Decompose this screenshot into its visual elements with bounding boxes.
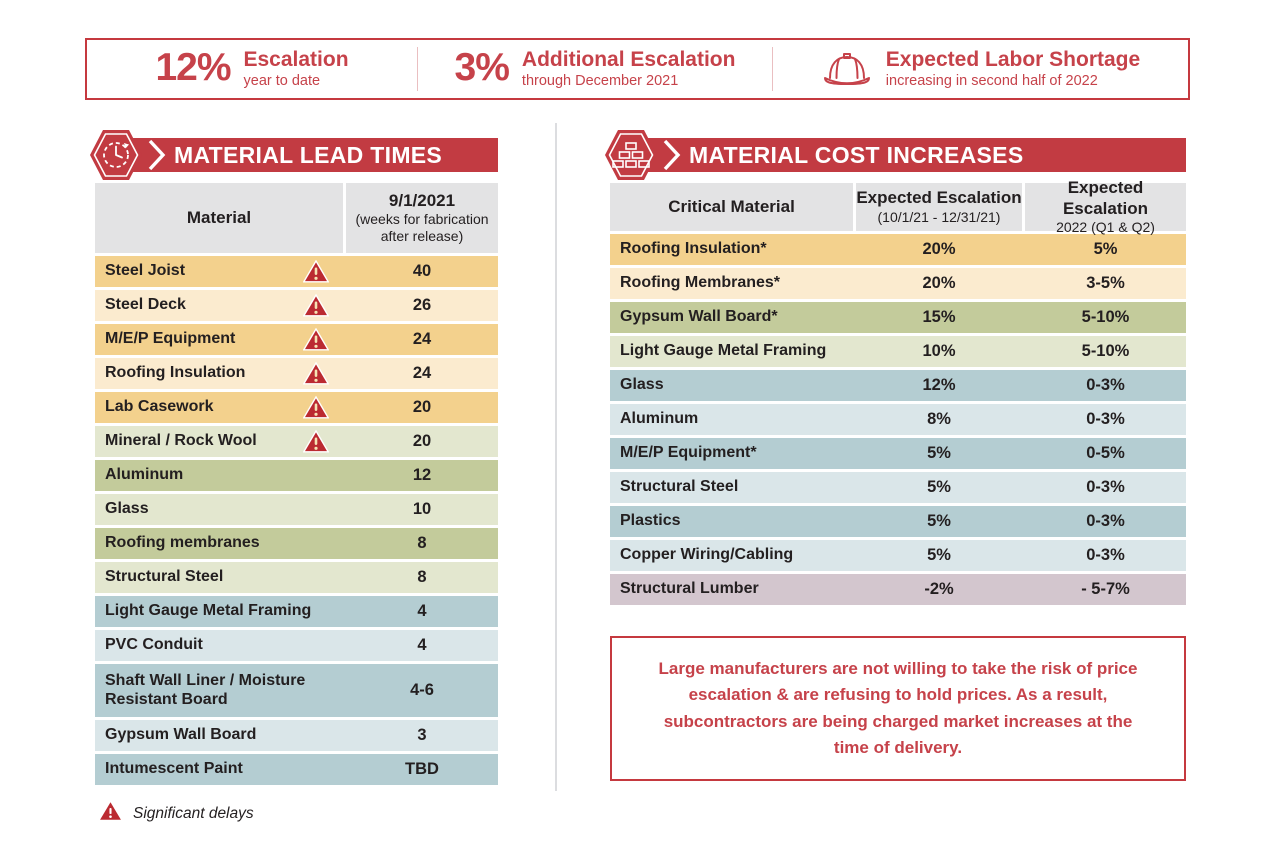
- escalation-2022-cell: [1025, 404, 1186, 435]
- escalation-2021-cell-label: 15%: [922, 308, 956, 326]
- weeks-cell-label: 3: [417, 726, 427, 744]
- material-cell: [95, 324, 343, 355]
- table-row: [610, 540, 1186, 571]
- warning-icon: [303, 430, 329, 453]
- table-row: [610, 268, 1186, 299]
- material-cell-label: Roofing membranes: [105, 534, 260, 552]
- material-cell: [610, 472, 853, 503]
- material-cell: [610, 540, 853, 571]
- material-cell: [95, 392, 343, 423]
- weeks-cell-label: 4: [417, 602, 427, 620]
- escalation-2021-cell: [856, 438, 1022, 469]
- escalation-2022-cell: [1025, 336, 1186, 367]
- escalation-2022-cell: [1025, 472, 1186, 503]
- weeks-cell: [346, 494, 498, 525]
- material-cell: [610, 438, 853, 469]
- weeks-cell: [346, 754, 498, 785]
- material-cell: [95, 754, 343, 785]
- stat-text: [244, 48, 349, 90]
- material-cell: [95, 596, 343, 627]
- warning-icon: [303, 294, 329, 317]
- stat-sublabel: through December 2021: [521, 73, 679, 89]
- escalation-2021-cell: [856, 472, 1022, 503]
- stat-value: 3%: [454, 45, 509, 89]
- escalation-2022-cell-label: 0-3%: [1086, 478, 1125, 496]
- material-cell-label: Roofing Insulation: [105, 364, 246, 382]
- table-row: [95, 720, 498, 751]
- column-header-sublabel: (10/1/21 - 12/31/21): [877, 208, 1001, 225]
- table-row: [95, 256, 498, 287]
- weeks-cell-label: 24: [412, 364, 432, 382]
- material-cell-label: PVC Conduit: [105, 636, 203, 654]
- weeks-cell: [346, 664, 498, 717]
- warning-icon: [303, 362, 329, 385]
- weeks-cell: [346, 562, 498, 593]
- hard-hat-icon: [821, 49, 873, 89]
- escalation-2022-cell-label: 0-3%: [1086, 512, 1125, 530]
- material-cell: [610, 302, 853, 333]
- weeks-cell-label: 8: [417, 568, 427, 586]
- table-row: [95, 290, 498, 321]
- table-row: [95, 754, 498, 785]
- weeks-cell: [346, 358, 498, 389]
- material-cell-label: Lab Casework: [105, 398, 214, 416]
- escalation-2021-cell: [856, 370, 1022, 401]
- escalation-2021-cell-label: 8%: [927, 410, 951, 428]
- escalation-2021-cell: [856, 506, 1022, 537]
- column-header-label: Material: [186, 207, 252, 227]
- escalation-2022-cell-label: 5%: [1093, 240, 1118, 258]
- material-cell-label: Aluminum: [105, 466, 184, 484]
- material-cell-label: Copper Wiring/Cabling: [620, 546, 794, 564]
- material-cell: [95, 290, 343, 321]
- material-cell: [95, 720, 343, 751]
- escalation-2022-cell-label: 5-10%: [1081, 308, 1130, 326]
- manufacturer-note-box: [610, 636, 1186, 781]
- weeks-cell: [346, 256, 498, 287]
- escalation-2021-cell-label: 20%: [922, 274, 956, 292]
- cost-increases-section: [610, 123, 1186, 826]
- material-cell-label: Gypsum Wall Board*: [620, 308, 778, 326]
- table-row: [95, 664, 498, 717]
- material-cell-label: Mineral / Rock Wool: [105, 432, 257, 450]
- warning-icon: [99, 801, 122, 826]
- table-row: [610, 506, 1186, 537]
- table-row: [610, 574, 1186, 605]
- escalation-2021-cell: [856, 234, 1022, 265]
- material-cell: [95, 358, 343, 389]
- weeks-cell-label: 40: [412, 262, 432, 280]
- weeks-cell-label: 4: [417, 636, 427, 654]
- table-row: [95, 596, 498, 627]
- escalation-2021-cell: [856, 302, 1022, 333]
- column-header-label: Expected Escalation: [856, 188, 1022, 208]
- weeks-cell: [346, 630, 498, 661]
- material-cell-label: Roofing Insulation*: [620, 240, 767, 258]
- table-row: [95, 562, 498, 593]
- escalation-2022-cell: [1025, 574, 1186, 605]
- weeks-cell-label: 24: [412, 330, 432, 348]
- main-content: [95, 123, 1186, 826]
- column-header-label: Expected Escalation: [1062, 178, 1149, 218]
- table-row: [610, 438, 1186, 469]
- escalation-2021-cell: [856, 336, 1022, 367]
- cost-table-body: [610, 234, 1186, 605]
- warning-icon: [303, 328, 329, 351]
- weeks-cell: [346, 290, 498, 321]
- escalation-2022-cell: [1025, 506, 1186, 537]
- weeks-cell: [346, 528, 498, 559]
- table-row: [95, 528, 498, 559]
- weeks-cell-label: 10: [412, 500, 432, 518]
- escalation-2021-cell-label: 10%: [922, 342, 956, 360]
- escalation-2021-cell-label: 5%: [927, 478, 951, 496]
- escalation-2021-cell: [856, 540, 1022, 571]
- cost-increases-header-banner: [625, 138, 1186, 172]
- material-cell-label: Steel Deck: [105, 296, 186, 314]
- table-row: [95, 630, 498, 661]
- escalation-2022-cell-label: 3-5%: [1086, 274, 1125, 292]
- material-cell-label: Roofing Membranes*: [620, 274, 781, 292]
- column-header-date: [346, 183, 498, 253]
- material-cell-label: Structural Lumber: [620, 580, 759, 598]
- weeks-cell: [346, 426, 498, 457]
- stat-labor-shortage: [773, 40, 1188, 98]
- lead-times-table-header: [95, 183, 498, 253]
- material-cell-label: Glass: [620, 376, 664, 394]
- table-row: [95, 494, 498, 525]
- lead-times-header-banner: [110, 138, 498, 172]
- material-cell: [610, 506, 853, 537]
- lead-times-table-body: [95, 256, 498, 785]
- escalation-2021-cell-label: -2%: [924, 580, 954, 598]
- material-cell-label: Light Gauge Metal Framing: [105, 602, 312, 620]
- escalation-2022-cell: [1025, 234, 1186, 265]
- weeks-cell-label: 4-6: [410, 681, 434, 699]
- escalation-2021-cell: [856, 268, 1022, 299]
- column-header-escalation-2021: [856, 183, 1022, 231]
- stat-text: [886, 48, 1140, 90]
- escalation-2021-cell-label: 5%: [927, 444, 951, 462]
- material-cell: [95, 664, 343, 717]
- clock-icon: [88, 128, 144, 182]
- material-cell: [610, 268, 853, 299]
- table-row: [610, 404, 1186, 435]
- material-cell-label: Light Gauge Metal Framing: [620, 342, 827, 360]
- escalation-2022-cell-label: 0-3%: [1086, 376, 1125, 394]
- weeks-cell-label: 20: [412, 432, 432, 450]
- stat-label: Additional Escalation: [521, 47, 736, 71]
- manufacturer-note-text: Large manufacturers are not willing to take the risk of price escalation & are refusing to hold prices. As a result, subcontractors are being charged market increases at the time of delivery.: [658, 659, 1138, 758]
- escalation-2021-cell-label: 5%: [927, 546, 951, 564]
- material-cell: [95, 426, 343, 457]
- material-cell-label: M/E/P Equipment*: [620, 444, 757, 462]
- material-cell-label: Shaft Wall Liner / Moisture Resistant Board: [105, 672, 306, 708]
- chevron-icon: [661, 138, 683, 172]
- escalation-2021-cell-label: 12%: [922, 376, 956, 394]
- column-header-escalation-2022: [1025, 178, 1186, 235]
- escalation-2022-cell: [1025, 370, 1186, 401]
- escalation-2022-cell: [1025, 438, 1186, 469]
- weeks-cell-label: 12: [412, 466, 432, 484]
- material-cell-label: Gypsum Wall Board: [105, 726, 257, 744]
- column-header-label: 9/1/2021: [388, 191, 456, 210]
- escalation-2021-cell: [856, 574, 1022, 605]
- weeks-cell: [346, 324, 498, 355]
- lead-times-section: [95, 123, 498, 826]
- escalation-2022-cell-label: 5-10%: [1081, 342, 1130, 360]
- material-cell-label: Intumescent Paint: [105, 760, 243, 778]
- materials-stack-icon: [603, 128, 659, 182]
- table-row: [610, 336, 1186, 367]
- material-cell-label: Glass: [105, 500, 149, 518]
- escalation-2022-cell-label: 0-5%: [1086, 444, 1125, 462]
- stat-sublabel: increasing in second half of 2022: [885, 73, 1098, 89]
- escalation-2022-cell-label: - 5-7%: [1081, 580, 1130, 598]
- significant-delays-legend: [99, 801, 498, 826]
- material-cell: [610, 404, 853, 435]
- weeks-cell: [346, 460, 498, 491]
- summary-banner: [85, 38, 1190, 100]
- section-title: MATERIAL COST INCREASES: [689, 141, 1024, 168]
- warning-icon: [303, 260, 329, 283]
- stat-label: Expected Labor Shortage: [885, 47, 1141, 71]
- weeks-cell-label: 20: [412, 398, 432, 416]
- weeks-cell: [346, 720, 498, 751]
- material-cell-label: M/E/P Equipment: [105, 330, 236, 348]
- table-row: [610, 302, 1186, 333]
- material-cell: [610, 336, 853, 367]
- column-header-sublabel: 2022 (Q1 & Q2): [1056, 219, 1155, 235]
- cost-table-header: [610, 178, 1186, 235]
- column-header-label: Critical Material: [668, 196, 795, 216]
- column-divider: [555, 123, 557, 791]
- escalation-2022-cell: [1025, 302, 1186, 333]
- material-cell-label: Structural Steel: [105, 568, 224, 586]
- weeks-cell-label: 8: [417, 534, 427, 552]
- material-cell: [95, 256, 343, 287]
- table-row: [95, 358, 498, 389]
- escalation-2021-cell-label: 5%: [927, 512, 951, 530]
- table-row: [95, 392, 498, 423]
- material-cell: [95, 494, 343, 525]
- weeks-cell-label: 26: [412, 296, 432, 314]
- weeks-cell: [346, 392, 498, 423]
- material-cell: [610, 370, 853, 401]
- escalation-2021-cell-label: 20%: [922, 240, 956, 258]
- material-cell: [95, 630, 343, 661]
- table-row: [610, 370, 1186, 401]
- table-row: [610, 234, 1186, 265]
- stat-sublabel: year to date: [243, 73, 321, 89]
- material-cell: [610, 574, 853, 605]
- material-cell-label: Aluminum: [620, 410, 699, 428]
- material-cell: [95, 528, 343, 559]
- table-row: [610, 472, 1186, 503]
- material-cell: [610, 234, 853, 265]
- legend-label: Significant delays: [133, 804, 254, 822]
- table-row: [95, 426, 498, 457]
- stat-text: [522, 48, 736, 90]
- stat-escalation: [87, 40, 417, 98]
- column-header-sublabel: (weeks for fabrication after release): [355, 211, 489, 245]
- escalation-2022-cell-label: 0-3%: [1086, 546, 1125, 564]
- stat-value: 12%: [155, 45, 231, 89]
- stat-additional-escalation: [418, 40, 772, 98]
- material-cell: [95, 460, 343, 491]
- weeks-cell: [346, 596, 498, 627]
- column-header-critical-material: [610, 183, 853, 231]
- weeks-cell-label: TBD: [405, 760, 439, 778]
- escalation-2022-cell: [1025, 268, 1186, 299]
- chevron-icon: [146, 138, 168, 172]
- material-cell-label: Steel Joist: [105, 262, 186, 280]
- warning-icon: [303, 396, 329, 419]
- escalation-2021-cell: [856, 404, 1022, 435]
- escalation-2022-cell: [1025, 540, 1186, 571]
- escalation-2022-cell-label: 0-3%: [1086, 410, 1125, 428]
- material-cell-label: Plastics: [620, 512, 681, 530]
- stat-label: Escalation: [243, 47, 349, 71]
- material-cell: [95, 562, 343, 593]
- section-title: MATERIAL LEAD TIMES: [174, 141, 443, 168]
- table-row: [95, 324, 498, 355]
- material-cell-label: Structural Steel: [620, 478, 739, 496]
- table-row: [95, 460, 498, 491]
- column-header-material: [95, 183, 343, 253]
